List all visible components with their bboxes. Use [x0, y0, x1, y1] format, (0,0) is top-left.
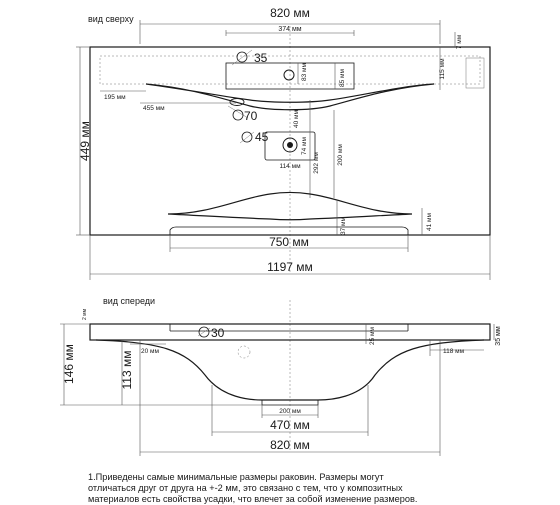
- dim-200-front: 200 мм: [279, 408, 301, 415]
- dim-200-v: 200 мм: [337, 144, 344, 166]
- dim-820-top: 820 мм: [270, 6, 310, 20]
- dim-470: 470 мм: [270, 418, 310, 432]
- dim-d35: 35: [254, 51, 268, 65]
- dim-115: 115 мм: [439, 58, 446, 80]
- dim-292: 292 мм: [313, 152, 320, 174]
- dim-449: 449 мм: [78, 121, 92, 161]
- dim-40: 40 мм: [293, 110, 300, 128]
- dim-41: 41 мм: [426, 213, 433, 231]
- front-view: [60, 296, 502, 456]
- dim-146: 146 мм: [62, 344, 76, 384]
- dim-37: 37 мм: [340, 217, 347, 235]
- dim-1197: 1197 мм: [267, 260, 313, 274]
- dim-25: 25 мм: [369, 327, 376, 345]
- dim-35-right: 35 мм: [495, 326, 502, 346]
- footnote-line-2: отличаться друг от друга на +-2 мм, это связано с тем, что у композитных: [88, 483, 403, 493]
- top-view: [76, 6, 490, 280]
- front-view-label: вид спереди: [103, 296, 156, 306]
- dim-7: 7 мм: [456, 34, 463, 50]
- dim-d70: 70: [244, 109, 258, 123]
- dim-83: 83 мм: [301, 63, 308, 81]
- dim-85: 85 мм: [339, 69, 346, 87]
- dim-195: 195 мм: [104, 94, 126, 101]
- dim-d30: 30: [211, 326, 225, 340]
- footnote: [88, 472, 558, 505]
- dim-118: 118 мм: [443, 348, 465, 355]
- footnote-line-1: 1.Приведены самые минимальные размеры раковин. Размеры могут: [88, 472, 384, 482]
- dim-113: 113 мм: [120, 350, 134, 390]
- dim-114: 114 мм: [279, 163, 301, 170]
- dim-455: 455 мм: [143, 105, 165, 112]
- dim-74: 74 мм: [301, 137, 308, 155]
- dim-d45: 45: [255, 130, 269, 144]
- dim-2-small: 2 мм: [82, 308, 88, 320]
- top-view-label: вид сверху: [88, 14, 134, 24]
- dim-820-bottom: 820 мм: [270, 438, 310, 452]
- dim-750: 750 мм: [269, 235, 309, 249]
- dim-374: 374 мм: [278, 26, 302, 33]
- dim-20: 20 мм: [141, 348, 159, 355]
- footnote-line-3: материалов есть свойства усадки, что влечет за собой изменение размеров.: [88, 494, 418, 504]
